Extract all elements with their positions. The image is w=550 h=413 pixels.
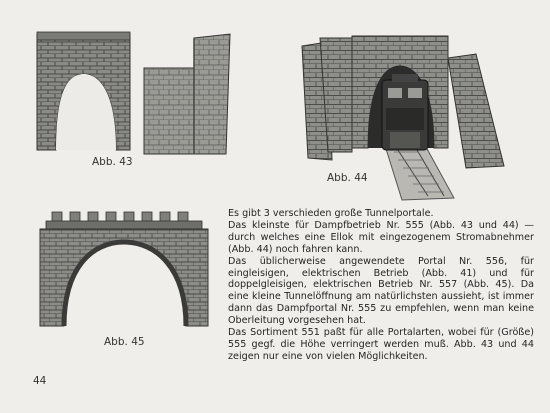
body-text [228,208,534,363]
figure-45-caption: Abb. 45 [104,336,145,348]
figure-43-caption: Abb. 43 [92,156,133,168]
body-paragraph-3: Das üblicherweise angewendete Portal Nr. 556, für eingleisigen, elektrischen Betrieb (Abb. 41) und für doppelgleisigen, elektrischen Betrieb Nr. 557 (Abb. 45). Da eine kleine Tunnelöffnung am natürlichsten aussieht, ist immer dann das Dampfportal Nr. 555 zu empfehlen, wenn man keine Oberleitung vorgesehen hat. [228,255,534,327]
figure-44-caption: Abb. 44 [327,172,368,184]
body-paragraph-1: Es gibt 3 verschieden große Tunnelportale. [228,208,434,219]
body-paragraph-4: Das Sortiment 551 paßt für alle Portalarten, wobei für (Größe) 555 gegf. die Höhe verringert werden muß. Abb. 43 und 44 zeigen nur eine von vielen Möglichkeiten. [228,327,534,362]
figure-43-image [34,30,249,160]
page-number: 44 [33,375,47,387]
figure-45-image [38,210,218,328]
body-paragraph-2: Das kleinste für Dampfbetrieb Nr. 555 (Abb. 43 und 44) — durch welches eine Ellok mit eingezogenem Stromabnehmer (Abb. 44) noch fahren kann. [228,219,534,255]
